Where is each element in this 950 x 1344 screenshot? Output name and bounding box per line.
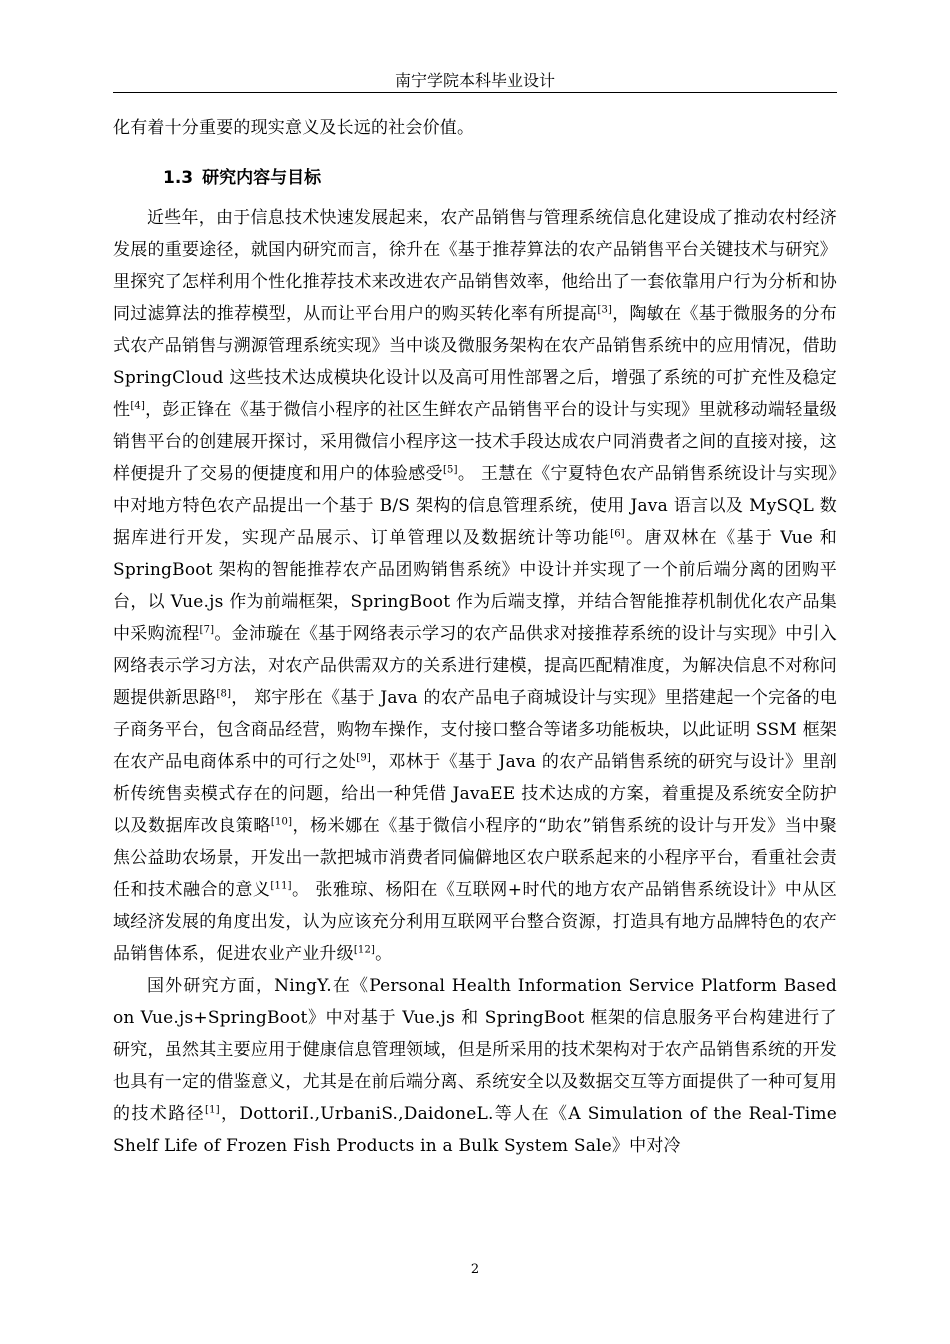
section-heading (163, 163, 330, 188)
paragraph-domestic-research (113, 202, 837, 970)
p1-text-4: 。 王慧在《宁夏特色农产品销售系统设计与实现》中对地方特色农产品提出一个基于 B/S 架构的信息管理系统，使用 Java 语言以及 MySQL 数据库进行开发，实现产品展示、订单管理以及数据统计等功能 (113, 464, 837, 548)
section-title: 研究内容与目标 (202, 168, 322, 188)
p1-text-1: 近些年，由于信息技术快速发展起来，农产品销售与管理系统信息化建设成了推动农村经济发展的重要途径，就国内研究而言，徐升在《基于推荐算法的农产品销售平台关键技术与研究》里探究了怎样利用个性化推荐技术来改进农产品销售效率，他给出了一套依靠用户行为分析和协同过滤算法的推荐模型，从而让平台用户的购买转化率有所提高 (113, 208, 837, 324)
main-text-block (113, 202, 837, 1162)
citation-ref: [5] (442, 464, 458, 476)
citation-ref: [3] (597, 304, 613, 316)
p2-text-2: ，DottoriI.,UrbaniS.,DaidoneL.等人在《A Simulation of the Real-Time Shelf Life of Frozen Fish Products in a Bulk System Sale》中对冷 (113, 1104, 837, 1156)
citation-ref: [1] (205, 1104, 220, 1116)
citation-ref: [7] (199, 624, 215, 636)
citation-ref: [11] (270, 880, 292, 892)
p2-text-1: 国外研究方面，NingY.在《Personal Health Information Service Platform Based on Vue.js+SpringBoot》中对基于 Vue.js 和 SpringBoot 框架的信息服务平台构建进行了研究，虽然其主要应用于健康信息管理领域，但是所采用的技术架构对于农产品销售系统的开发也具有一定的借鉴意义，尤其是在前后端分离、系统安全以及数据交互等方面提供了一种可复用的技术路径 (113, 976, 837, 1124)
p1-text-10: 。 张雅琼、杨阳在《互联网+时代的地方农产品销售系统设计》中从区域经济发展的角度出发，认为应该充分利用互联网平台整合资源，打造具有地方品牌特色的农产品销售体系，促进农业产业升级 (113, 880, 838, 964)
page-number: 2 (470, 1262, 480, 1277)
citation-ref: [10] (270, 816, 293, 828)
citation-ref: [12] (353, 944, 376, 956)
running-header: 南宁学院本科毕业设计 (394, 71, 555, 90)
p1-text-5: 。唐双林在《基于 Vue 和 SpringBoot 架构的智能推荐农产品团购销售系统》中设计并实现了一个前后端分离的团购平台，以 Vue.js 作为前端框架，SpringBoot 作为后端支撑，并结合智能推荐机制优化农产品集中采购流程 (113, 528, 838, 644)
p1-text-11: 。 (375, 944, 393, 964)
citation-ref: [8] (216, 688, 232, 700)
citation-ref: [9] (356, 752, 371, 764)
section-number: 1.3 (163, 168, 194, 188)
paragraph-foreign-research (113, 970, 837, 1162)
citation-ref: [4] (130, 400, 146, 412)
citation-ref: [6] (610, 528, 625, 540)
lead-text-block (113, 112, 837, 144)
lead-line: 化有着十分重要的现实意义及长远的社会价值。 (113, 118, 475, 138)
p1-text-7: ， 郑宇彤在《基于 Java 的农产品电子商城设计与实现》里搭建起一个完备的电子商务平台，包含商品经营，购物车操作，支付接口整合等诸多功能板块，以此证明 SSM 框架在农产品电商体系中的可行之处 (113, 688, 838, 772)
p1-text-8: ，邓林于《基于 Java 的农产品销售系统的研究与设计》里剖析传统售卖模式存在的问题，给出一种凭借 JavaEE 技术达成的方案，着重提及系统安全防护以及数据库改良策略 (113, 752, 837, 836)
p1-text-3: ，彭正锋在《基于微信小程序的社区生鲜农产品销售平台的设计与实现》里就移动端轻量级销售平台的创建展开探讨，采用微信小程序这一技术手段达成农户同消费者之间的直接对接，这样便提升了交易的便捷度和用户的体验感受 (113, 400, 838, 484)
p1-text-2: ，陶敏在《基于微服务的分布式农产品销售与溯源管理系统实现》当中谈及微服务架构在农产品销售系统中的应用情况，借助 SpringCloud 这些技术达成模块化设计以及高可用性部署之后，增强了系统的可扩充性及稳定性 (113, 304, 837, 420)
header-rule (113, 92, 837, 93)
p1-text-9: ，杨米娜在《基于微信小程序的“助农”销售系统的设计与开发》当中聚焦公益助农场景，开发出一款把城市消费者同偏僻地区农户联系起来的小程序平台，看重社会责任和技术融合的意义 (113, 816, 837, 900)
p1-text-6: 。金沛璇在《基于网络表示学习的农产品供求对接推荐系统的设计与实现》中引入网络表示学习方法，对农产品供需双方的关系进行建模，提高匹配精准度，为解决信息不对称问题提供新思路 (113, 624, 838, 708)
